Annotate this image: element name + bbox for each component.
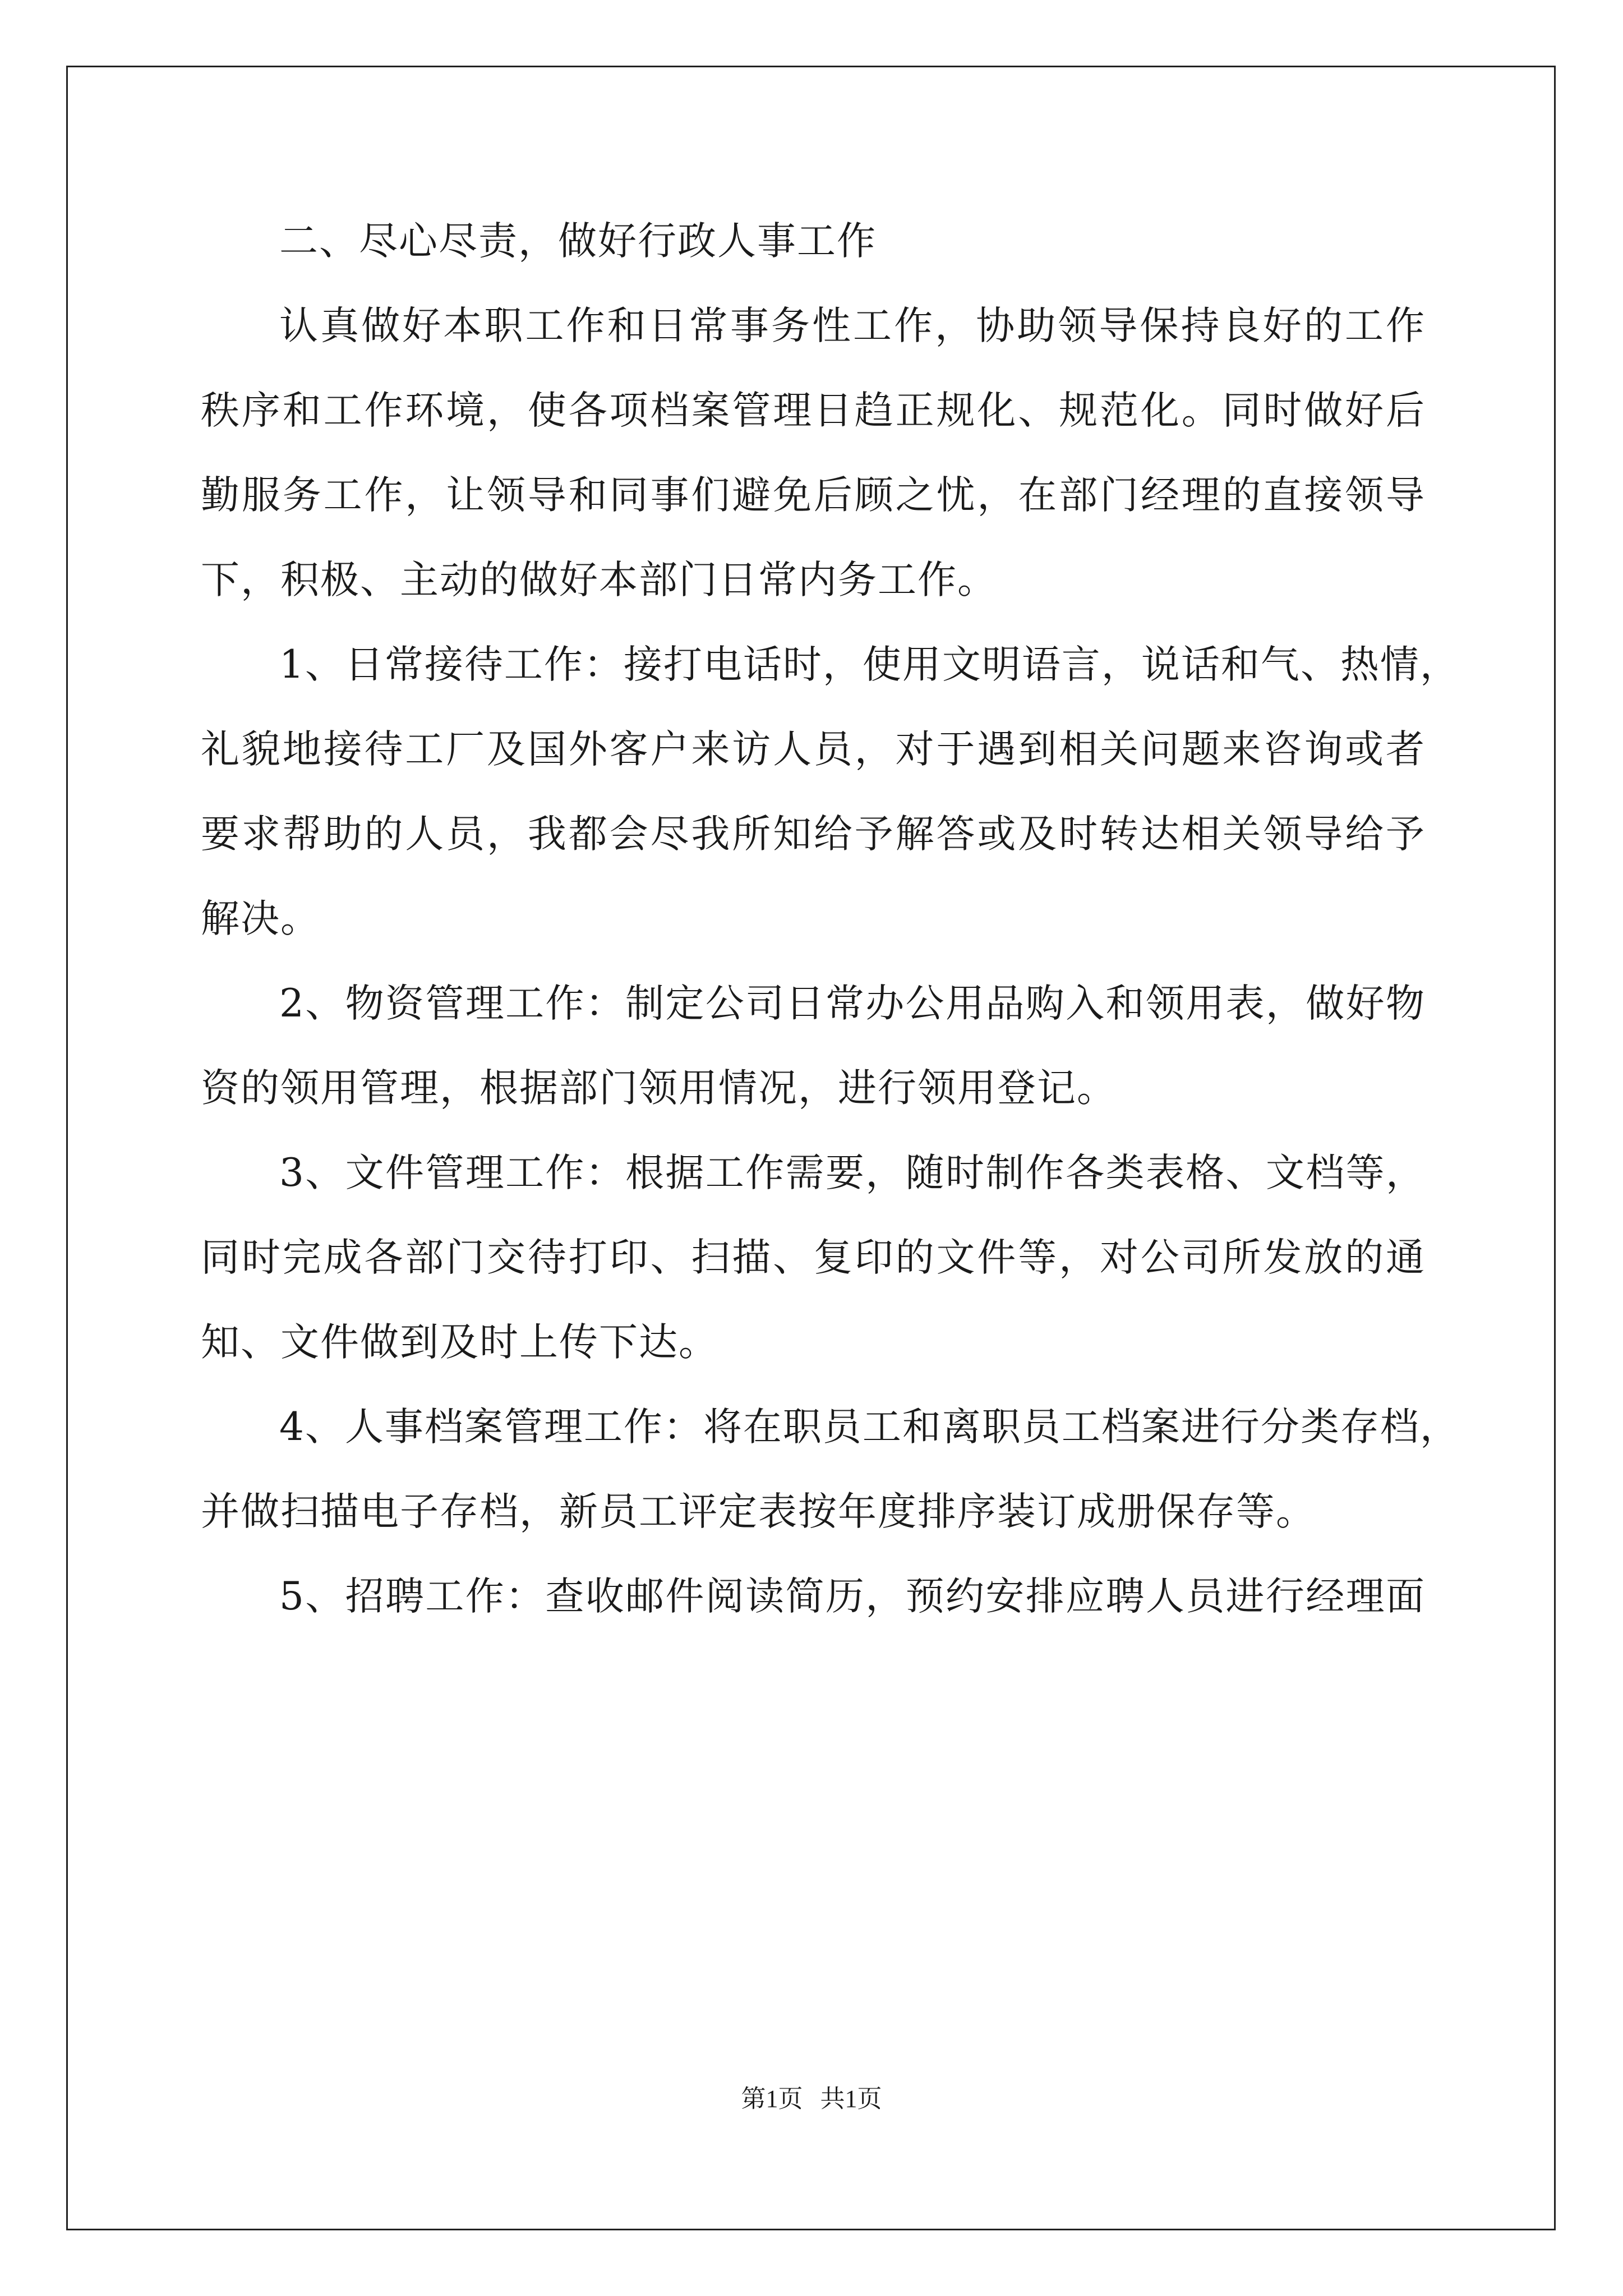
paragraph-line: 要求帮助的人员，我都会尽我所知给予解答或及时转达相关领导给予 — [201, 812, 1426, 857]
paragraph-line: 1、日常接待工作：接打电话时，使用文明语言，说话和气、热情， — [279, 642, 1460, 687]
paragraph-line: 礼貌地接待工厂及国外客户来访人员，对于遇到相关问题来咨询或者 — [201, 727, 1426, 772]
paragraph-line: 3、文件管理工作：根据工作需要，随时制作各类表格、文档等， — [279, 1151, 1426, 1195]
section-heading: 二、尽心尽责，做好行政人事工作 — [279, 219, 877, 264]
page-total: 共1页 — [820, 2085, 882, 2113]
paragraph-line: 秩序和工作环境，使各项档案管理日趋正规化、规范化。同时做好后 — [201, 388, 1426, 433]
page-number: 第1页 — [741, 2085, 803, 2113]
paragraph-line: 同时完成各部门交待打印、扫描、复印的文件等，对公司所发放的通 — [201, 1235, 1426, 1280]
paragraph-line: 并做扫描电子存档，新员工评定表按年度排序装订成册保存等。 — [201, 1489, 1316, 1534]
paragraph-line: 下，积极、主动的做好本部门日常内务工作。 — [201, 558, 997, 602]
paragraph-line: 勤服务工作，让领导和同事们避免后顾之忧，在部门经理的直接领导 — [201, 473, 1426, 518]
paragraph-line: 5、招聘工作：查收邮件阅读简历，预约安排应聘人员进行经理面 — [279, 1574, 1426, 1619]
paragraph-line: 资的领用管理，根据部门领用情况，进行领用登记。 — [201, 1066, 1117, 1111]
paragraph-line: 知、文件做到及时上传下达。 — [201, 1320, 718, 1365]
paragraph-line: 2、物资管理工作：制定公司日常办公用品购入和领用表，做好物 — [279, 981, 1426, 1026]
paragraph-line: 解决。 — [201, 896, 320, 941]
paragraph-line: 认真做好本职工作和日常事务性工作，协助领导保持良好的工作 — [279, 303, 1426, 348]
paragraph-line: 4、人事档案管理工作：将在职员工和离职员工档案进行分类存档， — [279, 1405, 1460, 1450]
page-footer — [0, 2082, 1623, 2116]
